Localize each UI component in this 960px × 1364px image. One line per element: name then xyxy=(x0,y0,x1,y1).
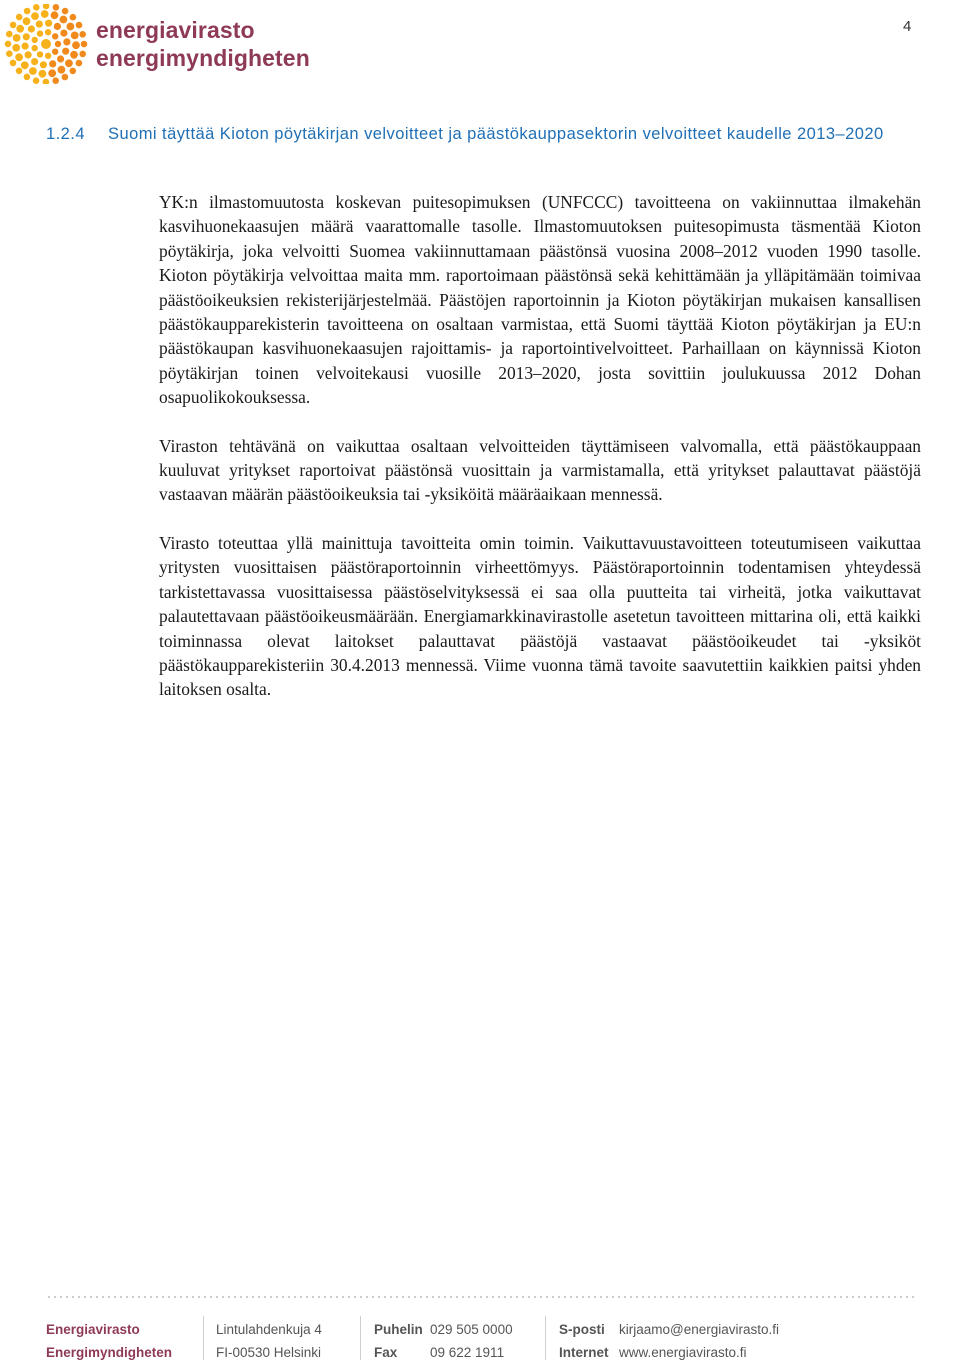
sun-dot xyxy=(23,17,31,25)
sun-dot xyxy=(76,60,83,67)
footer-separator xyxy=(360,1316,361,1360)
sun-dot xyxy=(45,20,52,27)
sun-dot xyxy=(28,25,35,32)
paragraph-2: Viraston tehtävänä on vaikuttaa osaltaan velvoitteiden täyttämiseen valvomalla, että päästökauppaan kuuluvat yritykset raportoivat päästönsä vuosittain ja varmistamalla, että yritykset palauttavat päästöjä vastaavan määrän päästöoikeuksia tai -yksiköitä määräaikaan mennessä. xyxy=(159,435,921,505)
footer-web-link[interactable]: www.energiavirasto.fi xyxy=(619,1345,747,1360)
sun-dot xyxy=(62,48,69,55)
sun-dot xyxy=(70,14,77,21)
body-text xyxy=(159,190,921,726)
sun-core xyxy=(41,39,51,49)
sun-dot xyxy=(79,51,86,58)
logo-wordmark xyxy=(96,16,310,72)
paragraph-1: YK:n ilmastomuutosta koskevan puitesopimuksen (UNFCCC) tavoitteena on vakiinnuttaa ilmakehän kasvihuonekaasujen määrä vaarattomalle tasolle. Ilmastomuutoksen puitesopimusta täsmentää Kioton pöytäkirja, joka velvoitti Suomea vakiinnuttamaan päästönsä vuosina 2008–2012 vuoden 1990 tasolle. Kioton pöytäkirja velvoittaa maita mm. raportoimaan päästönsä sekä kehittämään ja ylläpitämään toimivaa päästöoikeuksien rekisterijärjestelmää. Päästöjen raportoinnin ja Kioton pöytäkirjan mukaisen kansallisen päästökaupparekisterin tavoitteena on osaltaan varmistaa, että Suomi täyttää Kioton pöytäkirjan ja EU:n päästökaupan kasvihuonekaasujen rajoittamis- ja raportointivelvoitteet. Parhaillaan on käynnissä Kioton pöytäkirjan toinen velvoitekausi vuosille 2013–2020, josta sovittiin joulukuussa 2012 Dohan osapuolikokouksessa. xyxy=(159,192,921,408)
sun-dot xyxy=(81,41,88,48)
sun-dot xyxy=(54,23,61,30)
sun-dot xyxy=(31,12,39,20)
footer-phone-values xyxy=(430,1318,513,1364)
sun-dot xyxy=(71,32,79,40)
footer-brand xyxy=(46,1318,172,1364)
sun-dot xyxy=(43,79,50,84)
sun-dot xyxy=(53,4,60,11)
sun-dot xyxy=(22,43,29,50)
sun-dot xyxy=(6,31,13,38)
sun-dot xyxy=(21,61,29,69)
sun-dot xyxy=(45,53,51,59)
sun-dot xyxy=(72,41,80,49)
sun-dot xyxy=(23,33,30,40)
footer-divider xyxy=(46,1296,916,1298)
section-number: 1.2.4 xyxy=(46,125,85,143)
sun-dot xyxy=(48,69,56,77)
sun-dot xyxy=(16,25,24,33)
sun-dot xyxy=(51,11,59,19)
sun-dot xyxy=(31,58,38,65)
logo-line-energimyndigheten: energimyndigheten xyxy=(96,45,310,71)
footer-web-label: Internet xyxy=(559,1345,609,1360)
sun-dot xyxy=(6,50,13,57)
sun-dot xyxy=(63,38,70,45)
sun-dot xyxy=(10,60,17,67)
sun-dot xyxy=(33,77,40,84)
sun-dot xyxy=(49,60,56,67)
sun-dot xyxy=(29,67,37,75)
paragraph-3: Virasto toteuttaa yllä mainittuja tavoitteita omin toimin. Vaikuttavuustavoitteen toteutumiseen vaikuttaa yritysten vuosittaisen päästöraportoinnin virheettömyys. Päästöraportoinnin todentamisen yhteydessä tarkistettavassa vuosittaisessa päästöselvityksessä ei saa olla puutteita tai virheitä, jotka vaikuttavat palautettavaan päästöoikeusmäärään. Energiamarkkinavirastolle asetetun tavoitteen mittarina oli, että kaikki toiminnassa olevat laitokset palauttavat päästöjä vastaavat päästöoikeudet tai -yksiköt päästökaupparekisteriin 30.4.2013 mennessä. Viime vuonna tämä tavoite saavutettiin kaikkien paitsi yhden laitoksen osalta. xyxy=(159,532,921,700)
sun-dot xyxy=(16,14,23,21)
sun-dot xyxy=(45,29,51,35)
sun-dot xyxy=(41,10,49,18)
footer-address xyxy=(216,1318,322,1364)
energiavirasto-logo xyxy=(4,4,316,84)
sun-dot xyxy=(52,49,58,55)
sun-dot xyxy=(5,41,12,48)
sun-dot xyxy=(62,8,69,15)
sun-dot xyxy=(33,4,40,11)
sun-dot xyxy=(58,66,66,74)
sun-dot xyxy=(40,61,47,68)
sun-dot xyxy=(52,77,59,84)
sun-dot xyxy=(37,51,43,57)
sun-icon xyxy=(4,4,92,84)
sun-dot xyxy=(43,4,50,9)
sun-dot xyxy=(36,21,43,28)
footer-email-label: S-posti xyxy=(559,1322,605,1337)
section-heading xyxy=(46,122,926,147)
sun-dot xyxy=(16,68,23,75)
page-number: 4 xyxy=(903,18,912,35)
footer-phone-value: 029 505 0000 xyxy=(430,1322,513,1337)
sun-dot xyxy=(79,31,86,38)
sun-dot xyxy=(13,34,21,42)
sun-dot xyxy=(24,8,31,15)
sun-dot xyxy=(25,51,32,58)
sun-dot xyxy=(12,44,20,52)
sun-dot xyxy=(32,45,38,51)
sun-dot xyxy=(76,22,83,29)
footer-contact-labels xyxy=(559,1318,609,1364)
footer-fax-label: Fax xyxy=(374,1345,398,1360)
section-title: Suomi täyttää Kioton pöytäkirjan velvoitteet ja päästökauppasektorin velvoitteet kaudelle 2013–2020 xyxy=(108,125,884,143)
logo-line-energiavirasto: energiavirasto xyxy=(96,17,255,43)
footer-city: FI-00530 Helsinki xyxy=(216,1345,322,1360)
sun-dot xyxy=(57,55,64,62)
sun-dot xyxy=(37,30,43,36)
footer-separator xyxy=(545,1316,546,1360)
sun-dot xyxy=(70,68,77,75)
footer-email-link[interactable]: kirjaamo@energiavirasto.fi xyxy=(619,1322,780,1337)
footer-brand-fi: Energiavirasto xyxy=(46,1322,140,1337)
footer-separator xyxy=(203,1316,204,1360)
footer-contact-values xyxy=(619,1318,779,1364)
sun-dot xyxy=(15,53,23,61)
footer xyxy=(0,1312,960,1360)
sun-dot xyxy=(62,74,69,81)
footer-phone-label: Puhelin xyxy=(374,1322,423,1337)
sun-dot xyxy=(10,22,17,29)
sun-dot xyxy=(32,37,38,43)
footer-fax-value: 09 622 1911 xyxy=(430,1345,505,1360)
sun-dot xyxy=(70,51,78,59)
sun-dot xyxy=(52,33,58,39)
sun-dot xyxy=(55,41,61,47)
sun-dot xyxy=(24,74,31,81)
sun-dot xyxy=(60,16,68,24)
footer-brand-sv: Energimyndigheten xyxy=(46,1345,173,1360)
sun-dot xyxy=(67,23,75,31)
sun-dot xyxy=(65,59,73,67)
sun-dot xyxy=(60,30,67,37)
footer-street: Lintulahdenkuja 4 xyxy=(216,1322,322,1337)
sun-dot xyxy=(39,70,47,78)
footer-phone-labels xyxy=(374,1318,423,1364)
